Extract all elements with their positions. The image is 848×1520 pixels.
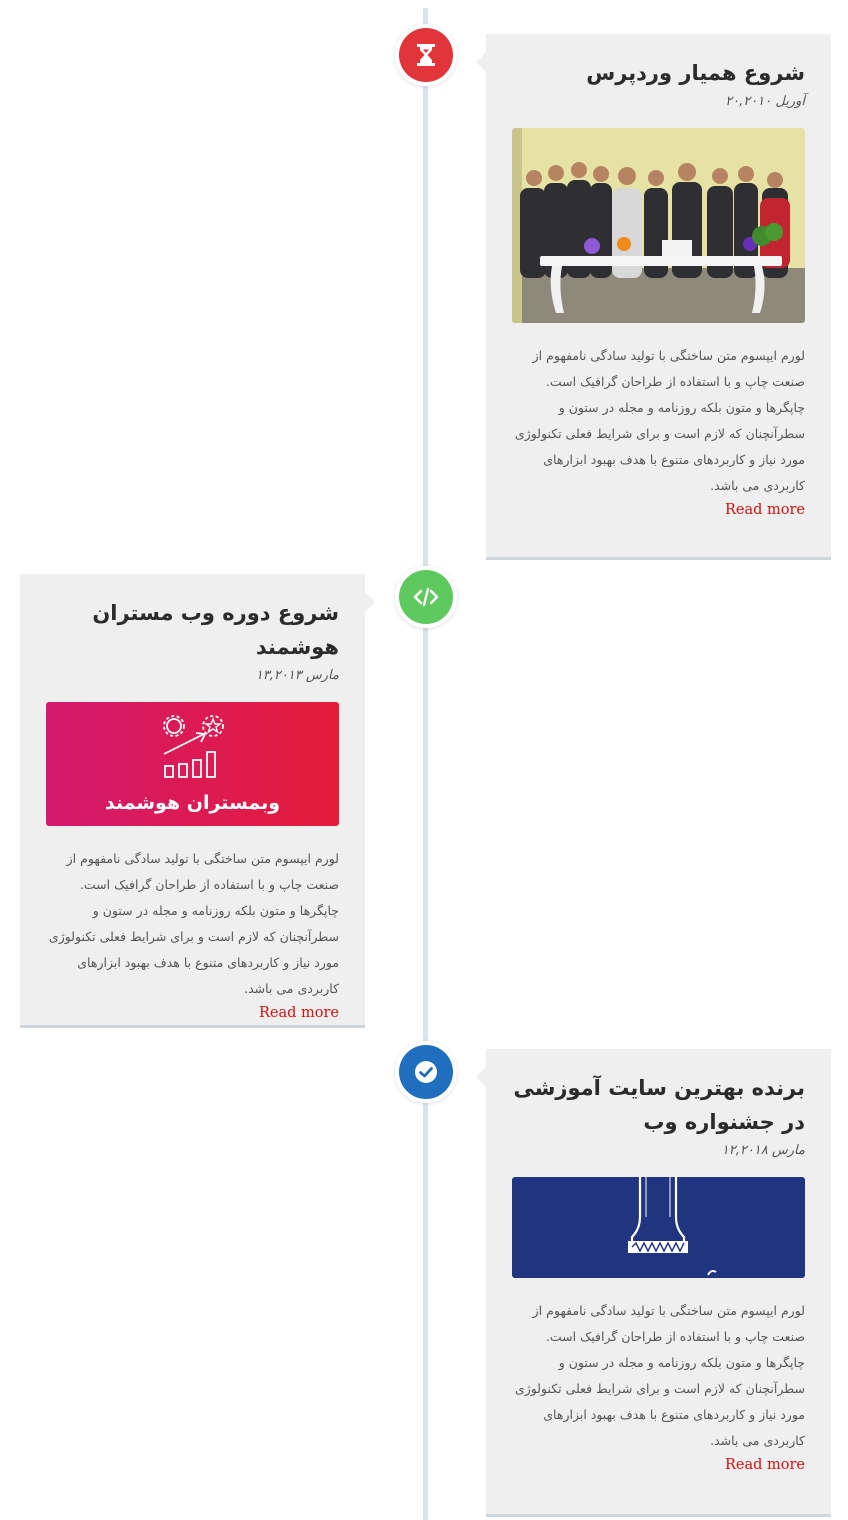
event-date: آوریل ۲۰,۲۰۱۰ [725, 94, 805, 109]
award-photo[interactable] [512, 1177, 805, 1278]
timeline-card-2 [20, 574, 365, 1028]
hourglass-icon [399, 28, 453, 82]
event-body: لورم ایپسوم متن ساختگی با تولید سادگی نامفهوم از صنعت چاپ و با استفاده از طراحان گرافیک است. چاپگرها و متون بلکه روزنامه و مجله در ستون و سطرآنچنان که لازم است و برای شرایط فعلی تکنولوژی مورد نیاز و کاربردهای متنوع با هدف بهبود ابزارهای کاربردی می باشد. [514, 1303, 805, 1448]
banner-text: وبمستران هوشمند [104, 792, 281, 814]
event-body: لورم ایپسوم متن ساختگی با تولید سادگی نامفهوم از صنعت چاپ و با استفاده از طراحان گرافیک است. چاپگرها و متون بلکه روزنامه و مجله در ستون و سطرآنچنان که لازم است و برای شرایط فعلی تکنولوژی مورد نیاز و کاربردهای متنوع با هدف بهبود ابزارهای کاربردی می باشد. [514, 348, 805, 493]
card-pointer [365, 592, 375, 612]
event-title: برنده بهترین سایت آموزشی در جشنواره وب [513, 1076, 805, 1134]
event-title: شروع دوره وب مستران هوشمند [92, 601, 339, 659]
read-more-link[interactable]: Read more [258, 1005, 339, 1021]
timeline-card-3 [486, 1049, 831, 1517]
read-more-link[interactable]: Read more [724, 502, 805, 518]
code-icon [399, 570, 453, 624]
read-more-link[interactable]: Read more [724, 1457, 805, 1473]
timeline-marker-1 [395, 24, 457, 86]
event-title: شروع همیار وردپرس [586, 61, 805, 85]
event-date: مارس ۱۳,۲۰۱۳ [255, 668, 339, 683]
card-pointer [476, 52, 486, 72]
course-banner[interactable] [46, 702, 339, 826]
team-photo[interactable] [512, 128, 805, 323]
timeline-marker-3 [395, 1041, 457, 1103]
event-body: لورم ایپسوم متن ساختگی با تولید سادگی نامفهوم از صنعت چاپ و با استفاده از طراحان گرافیک است. چاپگرها و متون بلکه روزنامه و مجله در ستون و سطرآنچنان که لازم است و برای شرایط فعلی تکنولوژی مورد نیاز و کاربردهای متنوع با هدف بهبود ابزارهای کاربردی می باشد. [48, 851, 339, 996]
timeline-card-1 [486, 34, 831, 560]
card-pointer [476, 1067, 486, 1087]
timeline-line [423, 8, 428, 1520]
check-circle-icon [399, 1045, 453, 1099]
event-date: مارس ۱۲,۲۰۱۸ [721, 1143, 805, 1158]
timeline-marker-2 [395, 566, 457, 628]
